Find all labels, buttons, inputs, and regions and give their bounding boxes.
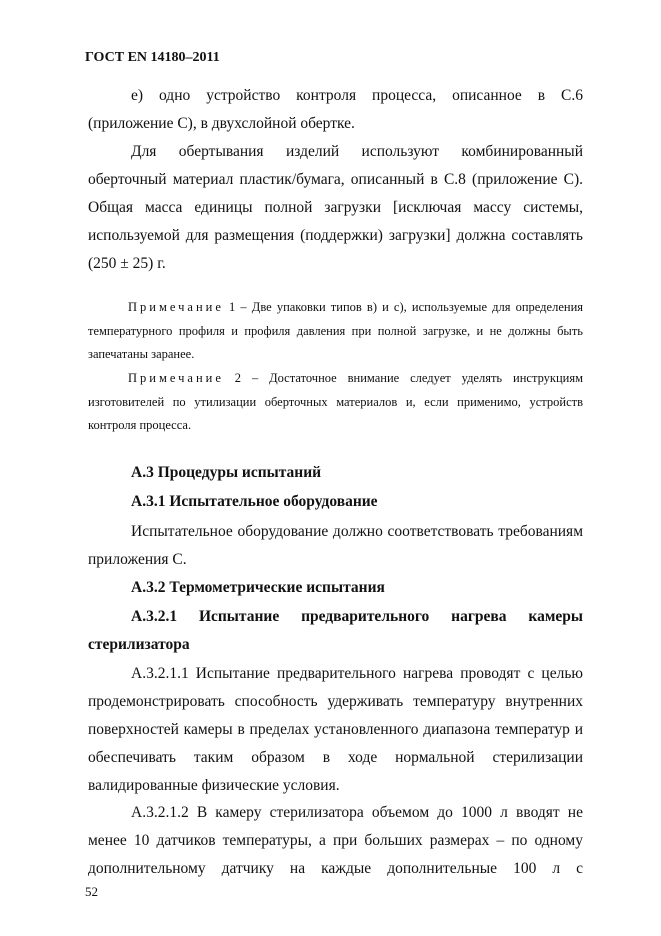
note-1 [88,296,583,367]
paragraph-a3212 [88,799,583,883]
heading-text: А.3.1 Испытательное оборудование [131,493,378,510]
heading-a31 [88,488,583,516]
heading-a321-line2: стерилизатора [88,636,190,653]
paragraph-text: А.3.2.1.2 В камеру стерилизатора объемом до 1000 л вводят не менее 10 датчиков температуры, а при больших размерах – по одному дополнительному датчику на каждые дополнительные 100 л с [88,804,583,877]
note-label: Примечание [128,371,224,385]
heading-text: А.3 Процедуры испытаний [131,464,322,481]
paragraph-wrapping [88,138,583,278]
paragraph-text: А.3.2.1.1 Испытание предварительного нагрева проводят с целью продемонстрировать способность удерживать температуру внутренних поверхностей камеры в пределах установленного диапазона температур и обеспечивать таким образом в ходе нормальной стерилизации валидированные физические условия. [88,665,583,794]
heading-a321-line1 [88,603,583,631]
note-text: 2 – Достаточное внимание следует уделять инструкциям изготовителей по утилизации оберточных материалов и, если применимо, устройств контроля процесса. [88,371,584,432]
paragraph-a3211 [88,660,583,800]
heading-text: А.3.2.1 Испытание предварительного нагрева камеры [131,608,583,625]
note-label: Примечание [128,300,224,314]
paragraph-item-e [88,82,583,138]
paragraph-text: е) одно устройство контроля процесса, описанное в С.6 (приложение С), в двухслойной обертке. [88,87,583,132]
heading-a32 [88,574,583,602]
heading-text: А.3.2 Термометрические испытания [131,579,385,596]
paragraph-text: Для обертывания изделий используют комбинированный оберточный материал пластик/бумага, описанный в С.8 (приложение С). Общая масса единицы полной загрузки [исключая массу системы, используемой для размещения (поддержки) загрузки] должна составлять (250 ± 25) г. [88,143,583,272]
heading-a3 [88,459,583,487]
note-2 [88,367,583,438]
paragraph-text: Испытательное оборудование должно соответствовать требованиям приложения С. [88,523,583,568]
page-number: 52 [85,884,98,899]
note-text: 1 – Две упаковки типов в) и с), используемые для определения температурного профиля и профиля давления при полной загрузке, и не должны быть запечатаны заранее. [88,300,584,361]
standard-header: ГОСТ EN 14180–2011 [85,50,220,65]
paragraph-a31 [88,518,583,574]
